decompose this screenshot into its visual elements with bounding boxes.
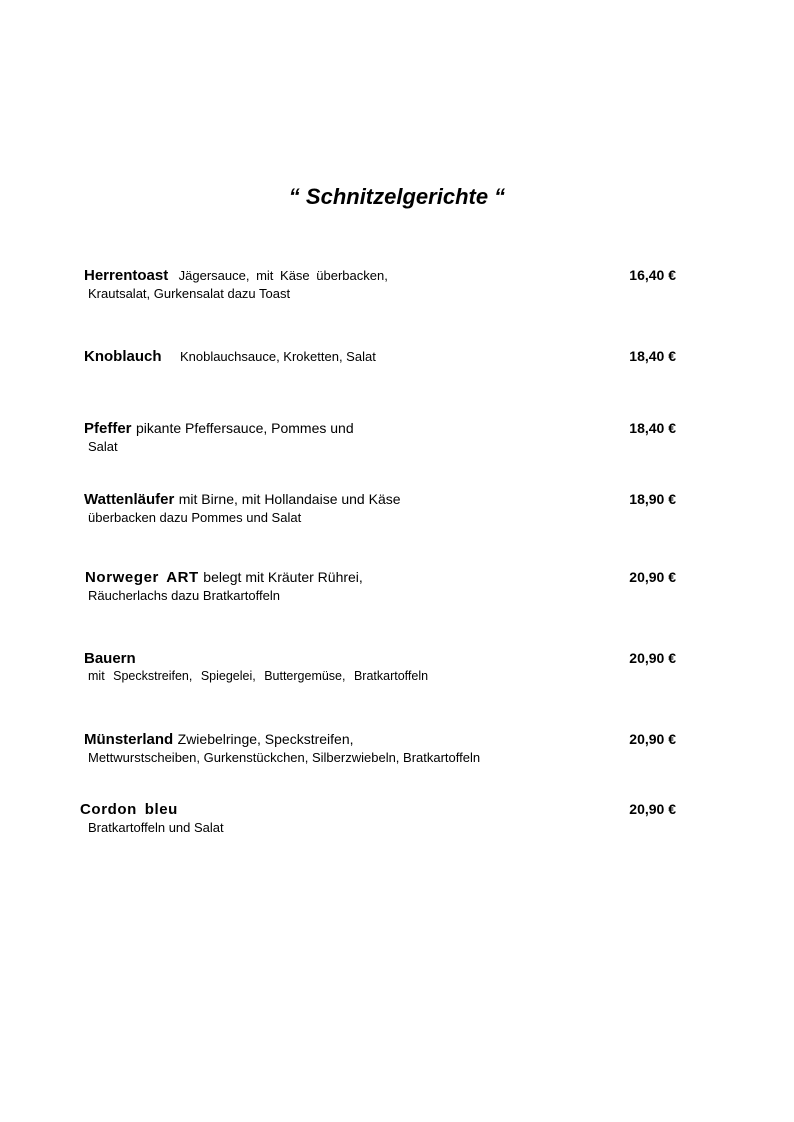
dish-price: 18,40 € <box>629 348 676 364</box>
dish-description-line2: mit Speckstreifen, Spiegelei, Buttergemüse, Bratkartoffeln <box>88 669 429 683</box>
dish-price: 20,90 € <box>629 801 676 817</box>
dish-name: Münsterland <box>84 731 174 748</box>
menu-item-header <box>84 649 684 668</box>
dish-price: 20,90 € <box>629 569 676 585</box>
dish-name: Herrentoast <box>84 267 169 284</box>
menu-item-header <box>84 266 684 285</box>
menu-item-herrentoast <box>84 266 684 302</box>
dish-name: Knoblauch <box>84 348 162 365</box>
menu-item-bauern <box>84 649 684 685</box>
dish-description-line2: Bratkartoffeln und Salat <box>88 820 224 835</box>
menu-item-pfeffer <box>84 419 684 455</box>
dish-price: 18,90 € <box>629 491 676 507</box>
dish-description-line1: belegt mit Kräuter Rührei, <box>203 569 363 585</box>
menu-item-knoblauch <box>84 347 684 366</box>
dish-description-line1: Knoblauchsauce, Kroketten, Salat <box>179 349 376 364</box>
menu-item-header <box>84 419 684 438</box>
dish-name: Pfeffer <box>84 420 132 437</box>
dish-description-line2: Räucherlachs dazu Bratkartoffeln <box>88 588 280 603</box>
menu-item-wattenlaeufer <box>84 490 684 526</box>
dish-description-line2: Mettwurstscheiben, Gurkenstückchen, Silberzwiebeln, Bratkartoffeln <box>88 750 481 765</box>
dish-price: 20,90 € <box>629 650 676 666</box>
dish-description-line1: Zwiebelringe, Speckstreifen, <box>177 731 354 747</box>
dish-price: 16,40 € <box>629 267 676 283</box>
dish-name: Bauern <box>84 650 136 667</box>
dish-name: Wattenläufer <box>84 491 175 508</box>
dish-description-line2: Salat <box>88 439 118 454</box>
menu-item-norweger-art <box>84 568 684 604</box>
menu-item-header <box>84 568 684 587</box>
dish-description-line1: Jägersauce, mit Käse überbacken, <box>178 268 388 283</box>
menu-item-header <box>84 490 684 509</box>
dish-name: Cordon bleu <box>80 801 178 818</box>
dish-name: Norweger ART <box>85 569 199 586</box>
dish-description-line2: überbacken dazu Pommes und Salat <box>88 510 302 525</box>
menu-item-header <box>84 347 684 366</box>
dish-price: 20,90 € <box>629 731 676 747</box>
menu-item-header <box>84 730 684 749</box>
menu-item-muensterland <box>84 730 684 766</box>
page-title: “ Schnitzelgerichte “ <box>288 184 506 209</box>
dish-price: 18,40 € <box>629 420 676 436</box>
menu-item-header <box>80 800 684 819</box>
dish-description-line1: mit Birne, mit Hollandaise und Käse <box>178 491 401 507</box>
dish-description-line1: pikante Pfeffersauce, Pommes und <box>135 420 354 436</box>
menu-item-cordon-bleu <box>80 800 684 836</box>
dish-description-line2: Krautsalat, Gurkensalat dazu Toast <box>88 286 291 301</box>
